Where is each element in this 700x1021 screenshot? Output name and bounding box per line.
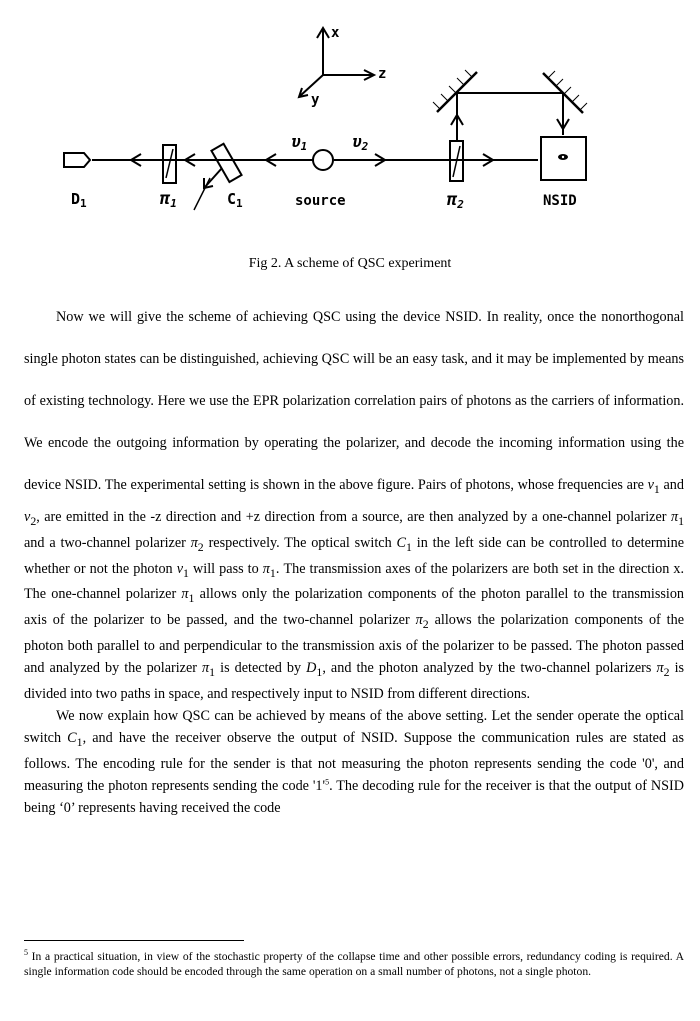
c1-sub-2: 1 [76,734,83,749]
figure-caption: Fig 2. A scheme of QSC experiment [248,256,452,271]
p1-text-1: Now we will give the scheme of achieving QSC using the device NSID. In reality, once the nonorthogonal single photon states can be distinguished, achieving QSC will be an easy task, and it may be implemented by means of existing technology. Here we use the EPR polarization correlation pairs of photons as the carriers of information. We encode the outgoing information by operating the polarizer, and decode the incoming information using the device NSID. The experimental setting is shown in the above figure. Pairs of photons, whose frequencies are [24,309,684,493]
label-d1: $D_1$ [71,190,87,210]
nu1-sub-2: 1 [183,565,189,580]
pi1-symbol: π [670,509,679,525]
pi2-symbol: π [190,534,198,551]
d1-sub: 1 [316,664,323,679]
body-text [24,296,684,819]
footnote [24,949,684,979]
label-pi2: π2 [447,190,464,211]
p2-text-3: . The decoding rule for the receiver is that the output of NSID being ‘0’ represents having received the code [24,777,684,816]
footnote-text: In a practical situation, in view of the stochastic property of the collapse time and other possible errors, redundancy coding is required. A single information code should be encoded through the same operation on a small number of photons, not a single photon. [24,950,684,978]
p1-text-7: . The transmission axes of the polarizers are both set in the direction x. The one-channel polarizer [24,560,685,603]
nu1-symbol: ν [647,477,654,493]
pi1-symbol-3: π [181,586,189,603]
p1-text-5: in the left side can be controlled to determine whether or not the photon [24,534,684,577]
pi2-sub-3: 2 [663,664,670,679]
label-nu2: υ2 [352,132,369,153]
pi1-sub-3: 1 [188,591,195,606]
label-nsid: NSID [543,193,577,209]
pi1-sub-2: 1 [269,565,276,580]
detector-d1-shape [64,153,90,167]
p1-text-8: allows only the polarization components of the photon parallel to the transmission axis of the polarizer to be passed, and the two-channel polarizer [24,586,685,629]
pi2-symbol-3: π [656,660,664,677]
pi1-symbol-2: π [262,560,270,577]
c1-sub: 1 [406,539,412,554]
paragraph-1 [24,296,684,705]
p1-text-9: allows the polarization components of the photon both parallel to and perpendicular to the transmission axis of the polarizer to be passed. The photon passed and analyzed by the polarizer [24,612,685,677]
p2-text-2: , and have the receiver observe the output of NSID. Suppose the communication rules are stated as follows. The encoding rule for the sender is that not measuring the photon represents sending the code '0', and measuring the photon represents sending the code '1' [24,729,685,794]
p2-text-1: We now explain how QSC can be achieved by means of the above setting. Let the sender operate the optical switch [24,707,684,746]
p1-text-10: is detected by [220,660,302,677]
c1-symbol-2: C [67,729,77,746]
p1-text-4: respectively. The optical switch [208,534,392,551]
p1-text-6: will pass to [193,560,259,577]
nu2-sub: 2 [30,513,37,528]
p1-text-3: and a two-channel polarizer [24,534,186,551]
pi1-symbol-4: π [202,660,210,677]
pi1-sub-4: 1 [209,664,216,679]
p1-and: and [663,477,684,493]
nu1-symbol-2: ν [176,560,184,577]
d1-symbol: D [306,660,317,677]
axis-y-label: y [311,92,320,108]
p1-text-12: is divided into two paths in space, and respectively input to NSID from different directions. [24,660,685,702]
pi2-sub: 2 [197,539,204,554]
axis-x-label: x [331,25,340,41]
axis-z-label: z [378,66,387,82]
footnote-ref: 5 [325,777,330,787]
pi2-symbol-2: π [415,612,423,629]
p1-text-2: , are emitted in the -z direction and +z direction from a source, are then analyzed by a one-channel polarizer [36,509,667,525]
label-c1: $C_1$ [227,190,243,210]
switch-pointer [194,178,210,210]
label-pi1: π1 [160,189,177,210]
footnote-number: 5 [24,948,28,958]
footnote-rule [24,940,244,941]
label-source: source [295,193,346,209]
pi1-sub: 1 [678,513,685,528]
label-nu1: υ1 [291,132,308,153]
qsc-experiment-figure [0,0,700,240]
nu1-sub: 1 [653,481,660,496]
pi2-sub-2: 2 [422,617,429,632]
nu2-symbol: ν [24,509,31,525]
p1-text-11: , and the photon analyzed by the two-channel polarizers [322,660,652,677]
source-circle [313,150,333,170]
c1-symbol: C [396,534,407,551]
paragraph-2 [24,705,684,819]
